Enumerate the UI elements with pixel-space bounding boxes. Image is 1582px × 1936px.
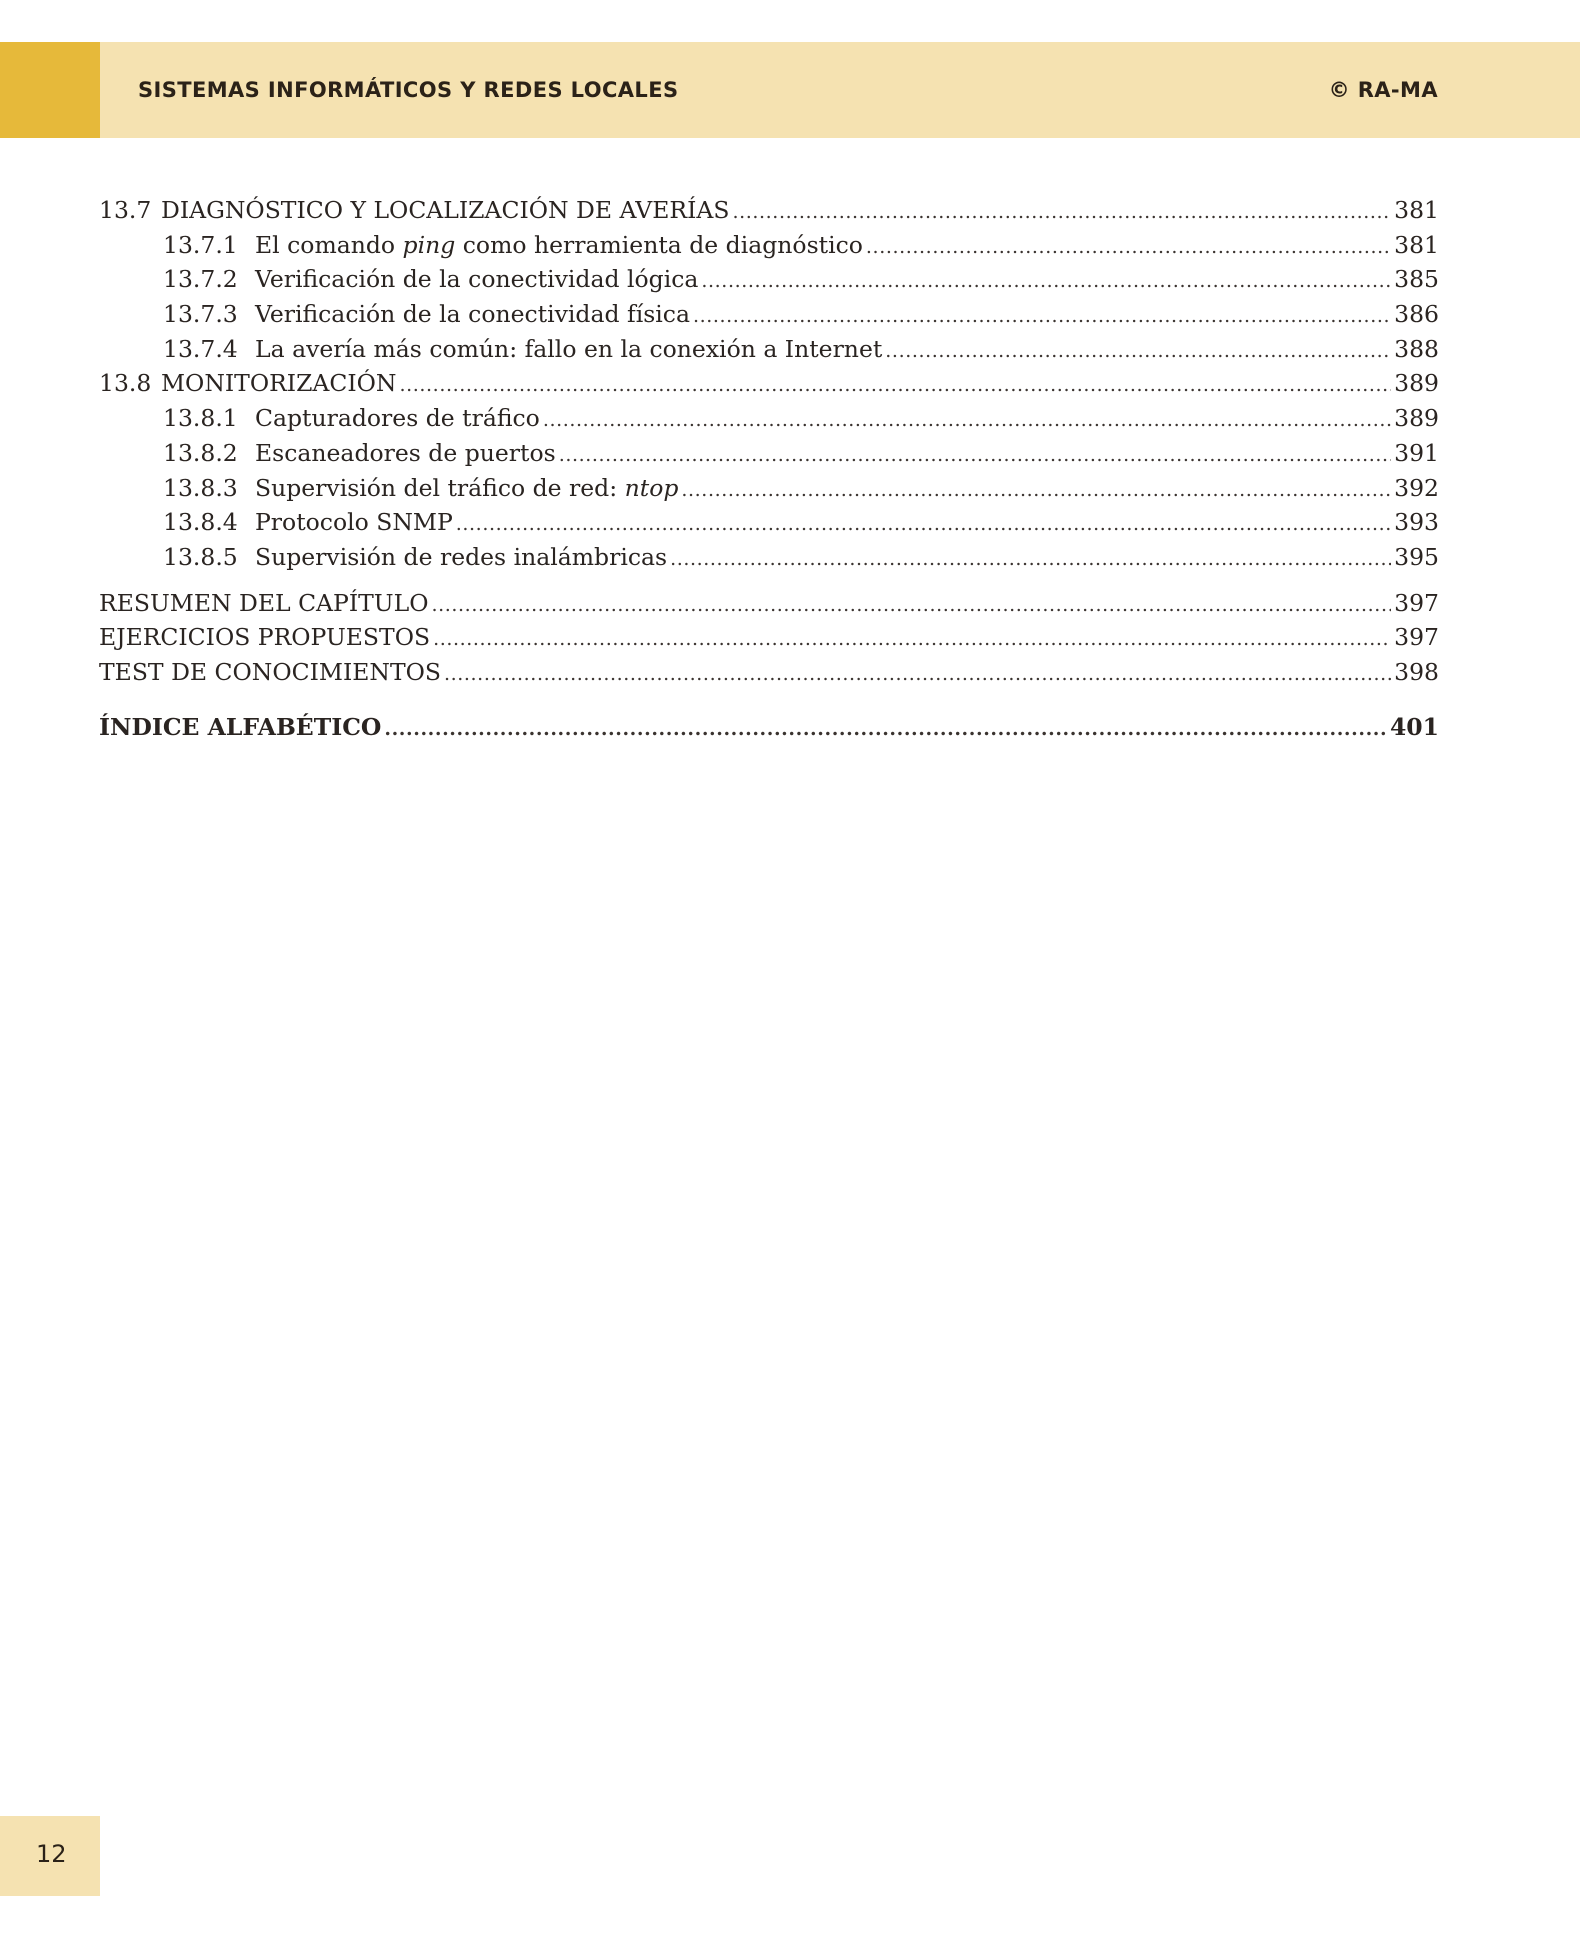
toc-entry[interactable]	[99, 404, 1439, 439]
dot-leader	[701, 270, 1391, 292]
toc-number: 13.8.5	[163, 542, 238, 571]
toc-entry[interactable]	[99, 439, 1439, 474]
toc-title: Protocolo SNMP	[255, 508, 453, 537]
toc-title: TEST DE CONOCIMIENTOS	[99, 657, 441, 686]
toc-number: 13.8.4	[163, 508, 238, 537]
toc-title: DIAGNÓSTICO Y LOCALIZACIÓN DE AVERÍAS	[161, 196, 730, 224]
page-number: 12	[36, 1840, 67, 1868]
toc-entry[interactable]	[99, 369, 1439, 404]
toc-entry-index[interactable]	[99, 713, 1439, 748]
toc-title: Capturadores de tráfico	[255, 404, 540, 433]
toc-title: RESUMEN DEL CAPÍTULO	[99, 588, 429, 617]
toc-page: 389	[1394, 369, 1439, 398]
toc-page: 381	[1394, 230, 1439, 259]
toc-entry[interactable]	[99, 623, 1439, 658]
toc-number: 13.7.3	[163, 300, 238, 329]
toc-page: 389	[1394, 404, 1439, 433]
toc-entry[interactable]	[99, 508, 1439, 543]
dot-leader	[431, 594, 1391, 616]
toc-page: 391	[1394, 438, 1439, 467]
toc-entry[interactable]	[99, 335, 1439, 370]
toc-page: 388	[1394, 334, 1439, 363]
publisher-mark: © RA-MA	[1328, 78, 1438, 102]
toc-page: 401	[1389, 712, 1439, 741]
toc-title-emphasis: ntop	[624, 473, 679, 502]
toc-title-part: como herramienta de diagnóstico	[455, 230, 863, 259]
toc-number: 13.7.4	[163, 334, 238, 363]
toc-page: 398	[1394, 657, 1439, 686]
dot-leader	[399, 374, 1391, 396]
dot-leader	[732, 201, 1391, 223]
toc-title: Escaneadores de puertos	[255, 438, 556, 467]
toc-number: 13.8.3	[163, 473, 238, 502]
toc-entry[interactable]	[99, 658, 1439, 693]
toc-title: La avería más común: fallo en la conexión a Internet	[255, 334, 883, 363]
dot-leader	[456, 513, 1391, 535]
dot-leader	[681, 479, 1391, 501]
toc-title	[255, 231, 863, 259]
dot-leader	[444, 663, 1391, 685]
dot-leader	[866, 236, 1391, 258]
toc-number: 13.8	[99, 369, 152, 398]
toc-number: 13.8.1	[163, 404, 238, 433]
dot-leader	[543, 409, 1391, 431]
dot-leader	[433, 628, 1391, 650]
toc-title: Verificación de la conectividad lógica	[255, 265, 699, 294]
dot-leader	[885, 340, 1391, 362]
toc-entry[interactable]	[99, 474, 1439, 509]
toc-title: ÍNDICE ALFABÉTICO	[99, 712, 382, 741]
toc-page: 395	[1394, 542, 1439, 571]
toc-page: 381	[1394, 196, 1439, 224]
toc-entry[interactable]	[99, 300, 1439, 335]
toc-page: 397	[1394, 588, 1439, 617]
header-accent-block	[0, 42, 100, 138]
dot-leader	[384, 718, 1387, 740]
toc-number: 13.8.2	[163, 438, 238, 467]
toc-title-part: El comando	[255, 230, 403, 259]
toc-title-emphasis: ping	[402, 230, 456, 259]
toc-page: 393	[1394, 508, 1439, 537]
toc-page: 392	[1394, 473, 1439, 502]
dot-leader	[559, 444, 1391, 466]
toc-number: 13.7.2	[163, 265, 238, 294]
toc-title: MONITORIZACIÓN	[161, 369, 397, 398]
toc-entry[interactable]	[99, 589, 1439, 624]
toc-title: Supervisión de redes inalámbricas	[255, 542, 668, 571]
toc-title	[255, 474, 678, 502]
toc-title-part: Supervisión del tráfico de red:	[255, 473, 625, 502]
dot-leader	[670, 548, 1391, 570]
toc-number: 13.7.1	[163, 230, 238, 259]
toc-entry[interactable]	[99, 231, 1439, 266]
toc-page: 386	[1394, 300, 1439, 329]
toc-entry[interactable]	[99, 265, 1439, 300]
toc-title: Verificación de la conectividad física	[255, 300, 690, 329]
toc-entry[interactable]	[99, 543, 1439, 578]
toc-page: 397	[1394, 623, 1439, 652]
table-of-contents	[99, 196, 1439, 747]
toc-page: 385	[1394, 265, 1439, 294]
dot-leader	[693, 305, 1391, 327]
toc-title: EJERCICIOS PROPUESTOS	[99, 623, 431, 652]
toc-number: 13.7	[99, 196, 152, 224]
book-title: SISTEMAS INFORMÁTICOS Y REDES LOCALES	[138, 78, 679, 102]
toc-entry[interactable]	[99, 196, 1439, 231]
